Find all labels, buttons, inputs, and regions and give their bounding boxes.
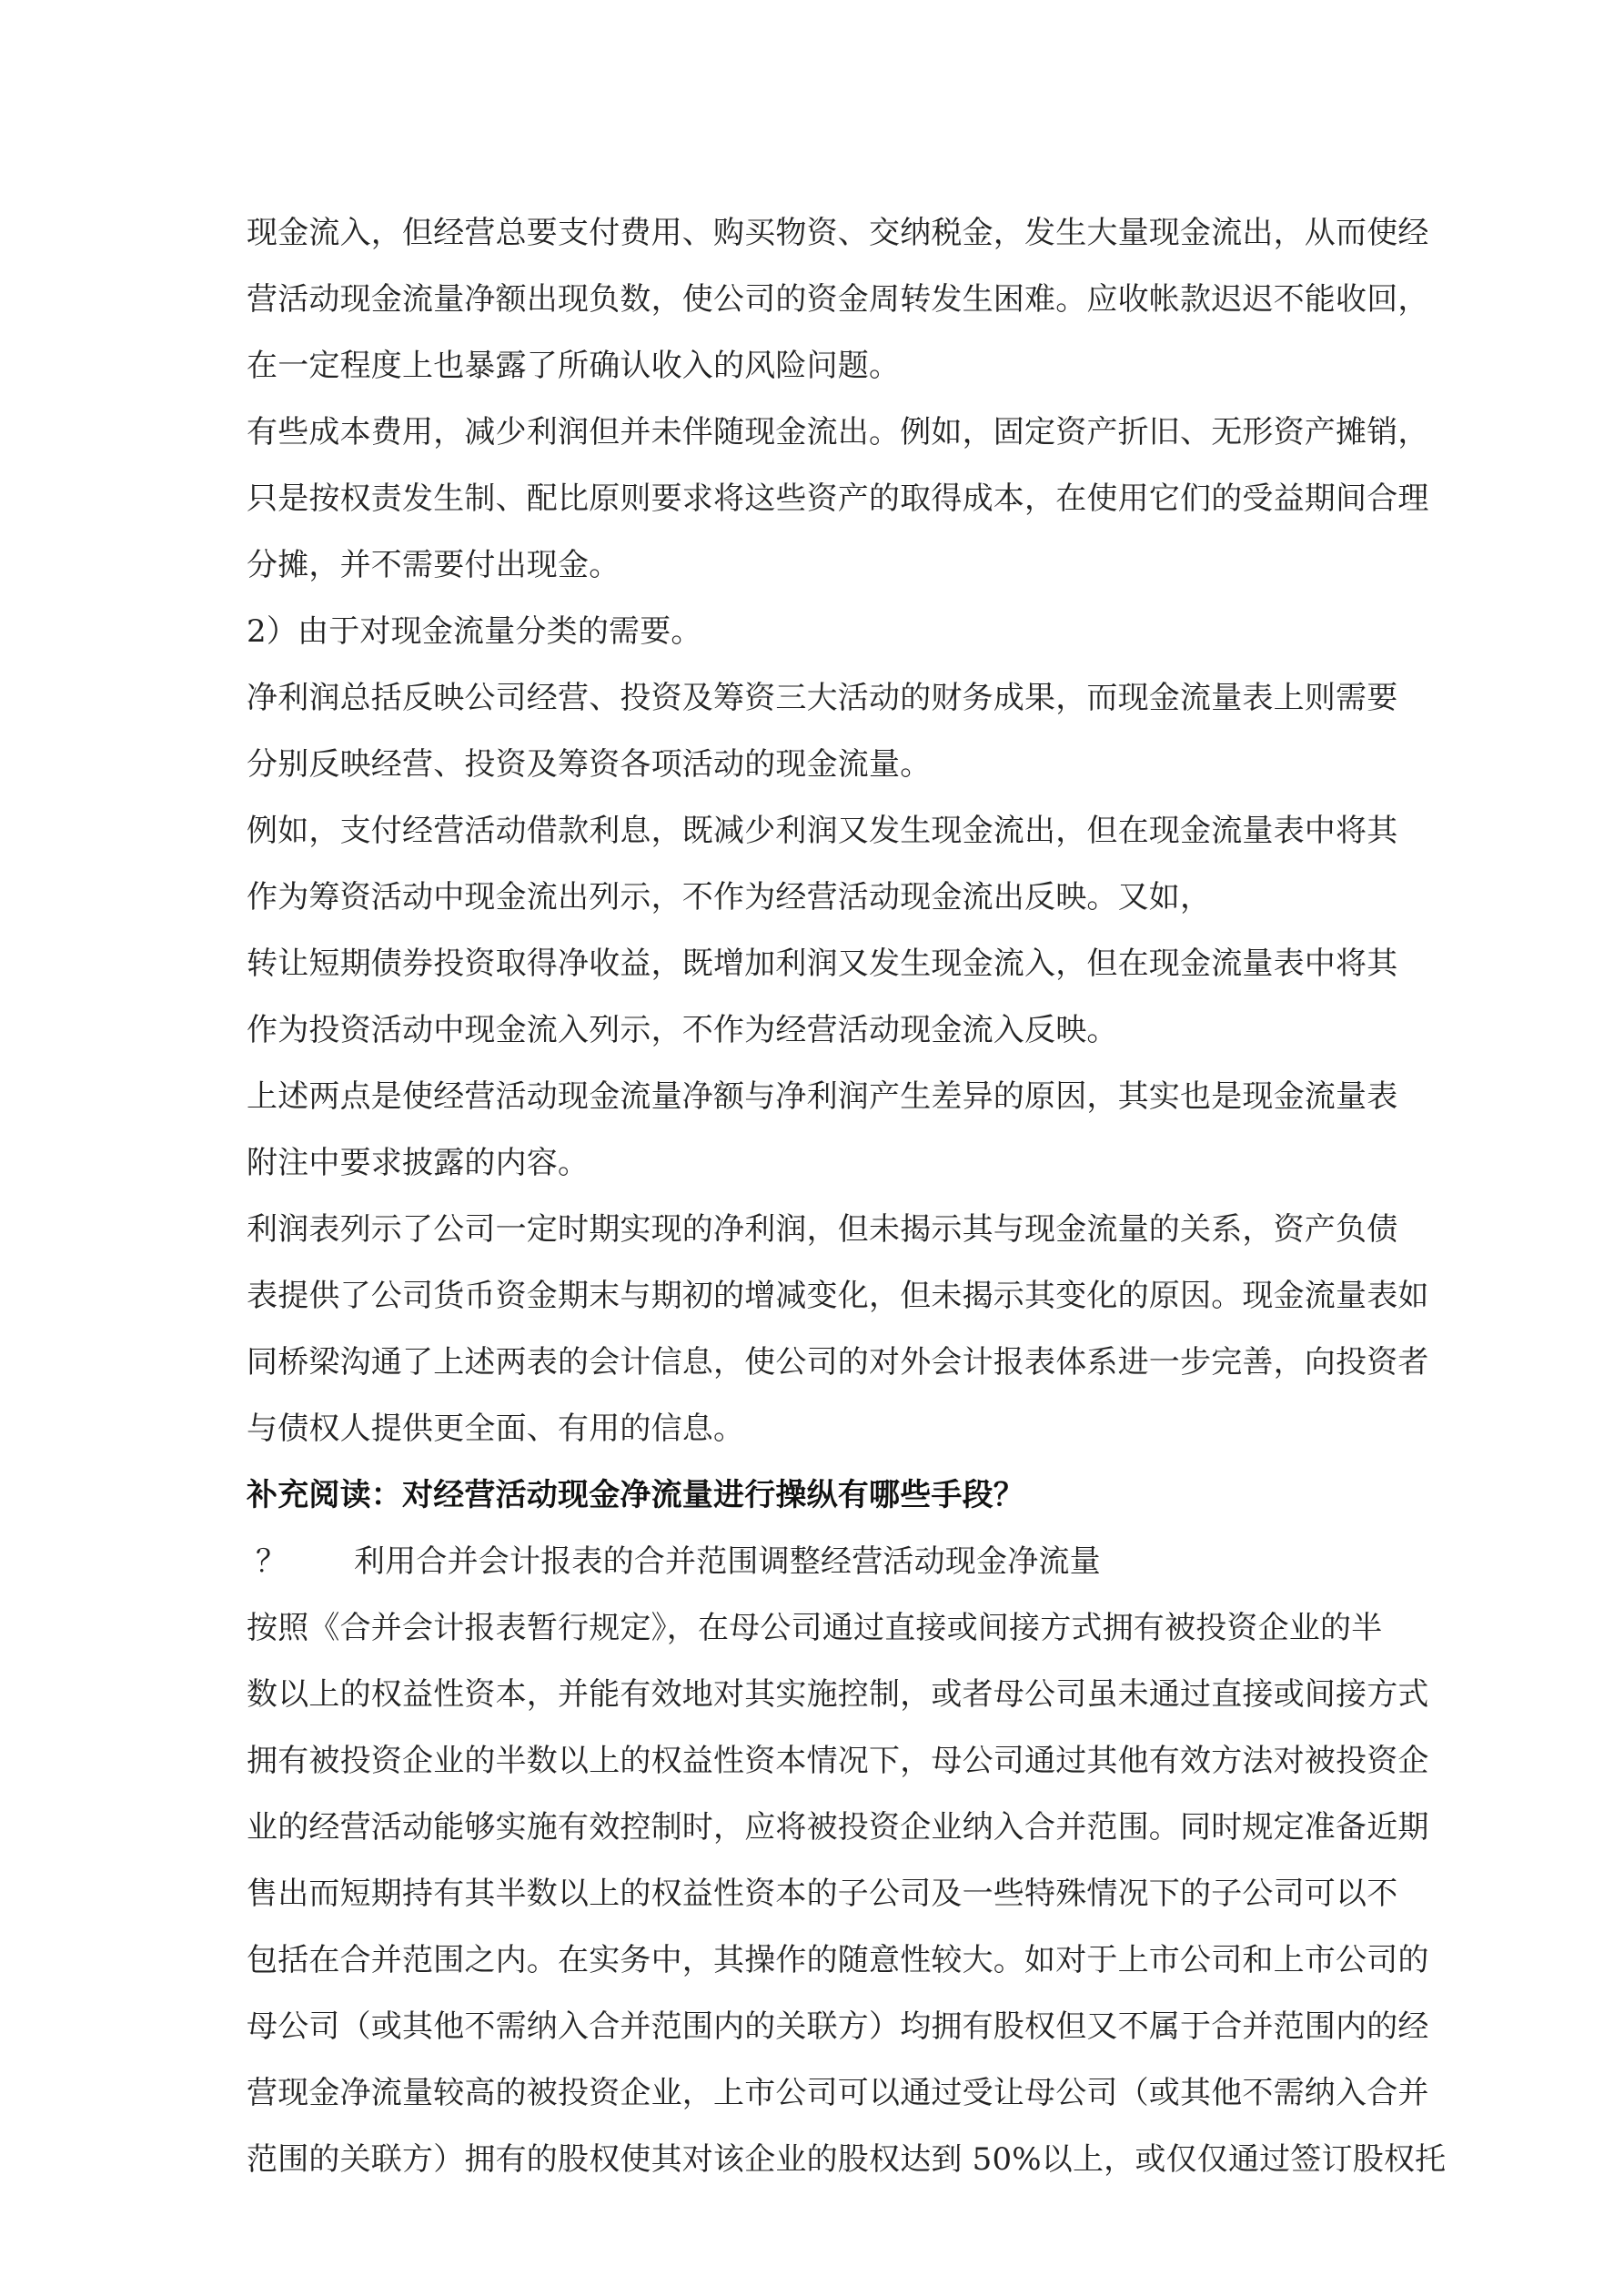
- text-line: 范围的关联方）拥有的股权使其对该企业的股权达到 50%以上，或仅仅通过签订股权托: [247, 2141, 1447, 2178]
- document-body: [247, 200, 1447, 2193]
- text-line: 只是按权责发生制、配比原则要求将这些资产的取得成本，在使用它们的受益期间合理: [247, 480, 1429, 517]
- text-line: 营现金净流量较高的被投资企业，上市公司可以通过受让母公司（或其他不需纳入合并: [247, 2075, 1429, 2111]
- text-line: 分别反映经营、投资及筹资各项活动的现金流量。: [247, 746, 932, 783]
- text-line: 作为投资活动中现金流入列示，不作为经营活动现金流入反映。: [247, 1012, 1118, 1048]
- text-line: 例如，支付经营活动借款利息，既减少利润又发生现金流出，但在现金流量表中将其: [247, 813, 1398, 849]
- text-line: 母公司（或其他不需纳入合并范围内的关联方）均拥有股权但又不属于合并范围内的经: [247, 2008, 1429, 2045]
- text-line: 营活动现金流量净额出现负数，使公司的资金周转发生困难。应收帐款迟迟不能收回，: [247, 281, 1429, 318]
- text-line: 拥有被投资企业的半数以上的权益性资本情况下，母公司通过其他有效方法对被投资企: [247, 1743, 1429, 1779]
- text-line: 在一定程度上也暴露了所确认收入的风险问题。: [247, 348, 901, 384]
- text-line: 作为筹资活动中现金流出列示，不作为经营活动现金流出反映。又如，: [247, 879, 1212, 915]
- text-line: 净利润总括反映公司经营、投资及筹资三大活动的财务成果，而现金流量表上则需要: [247, 680, 1398, 716]
- text-line: 售出而短期持有其半数以上的权益性资本的子公司及一些特殊情况下的子公司可以不: [247, 1876, 1398, 1912]
- text-line: 转让短期债券投资取得净收益，既增加利润又发生现金流入，但在现金流量表中将其: [247, 946, 1398, 982]
- text-line: 有些成本费用，减少利润但并未伴随现金流出。例如，固定资产折旧、无形资产摊销，: [247, 414, 1429, 450]
- text-line: 按照《合并会计报表暂行规定》，在母公司通过直接或间接方式拥有被投资企业的半: [247, 1610, 1383, 1646]
- text-line: 同桥梁沟通了上述两表的会计信息，使公司的对外会计报表体系进一步完善，向投资者: [247, 1344, 1429, 1381]
- text-line: 上述两点是使经营活动现金流量净额与净利润产生差异的原因，其实也是现金流量表: [247, 1078, 1398, 1115]
- text-line: 与债权人提供更全面、有用的信息。: [247, 1411, 745, 1447]
- text-line: 利润表列示了公司一定时期实现的净利润，但未揭示其与现金流量的关系，资产负债: [247, 1211, 1398, 1248]
- bullet-marker: ？: [256, 1543, 287, 1580]
- text-line: 表提供了公司货币资金期末与期初的增减变化，但未揭示其变化的原因。现金流量表如: [247, 1278, 1429, 1314]
- text-line: 附注中要求披露的内容。: [247, 1145, 590, 1181]
- text-line: 包括在合并范围之内。在实务中，其操作的随意性较大。如对于上市公司和上市公司的: [247, 1942, 1429, 1978]
- section-heading: 补充阅读：对经营活动现金净流量进行操纵有哪些手段？: [247, 1477, 1024, 1513]
- text-line: 数以上的权益性资本，并能有效地对其实施控制，或者母公司虽未通过直接或间接方式: [247, 1676, 1429, 1713]
- bullet-item: [247, 1529, 1393, 1595]
- text-line: 业的经营活动能够实施有效控制时，应将被投资企业纳入合并范围。同时规定准备近期: [247, 1809, 1429, 1846]
- text-line: 分摊，并不需要付出现金。: [247, 547, 620, 583]
- text-line: 2）由于对现金流量分类的需要。: [247, 613, 702, 650]
- text-line: 现金流入，但经营总要支付费用、购买物资、交纳税金，发生大量现金流出，从而使经: [247, 215, 1429, 251]
- bullet-text: 利用合并会计报表的合并范围调整经营活动现金净流量: [354, 1543, 1101, 1580]
